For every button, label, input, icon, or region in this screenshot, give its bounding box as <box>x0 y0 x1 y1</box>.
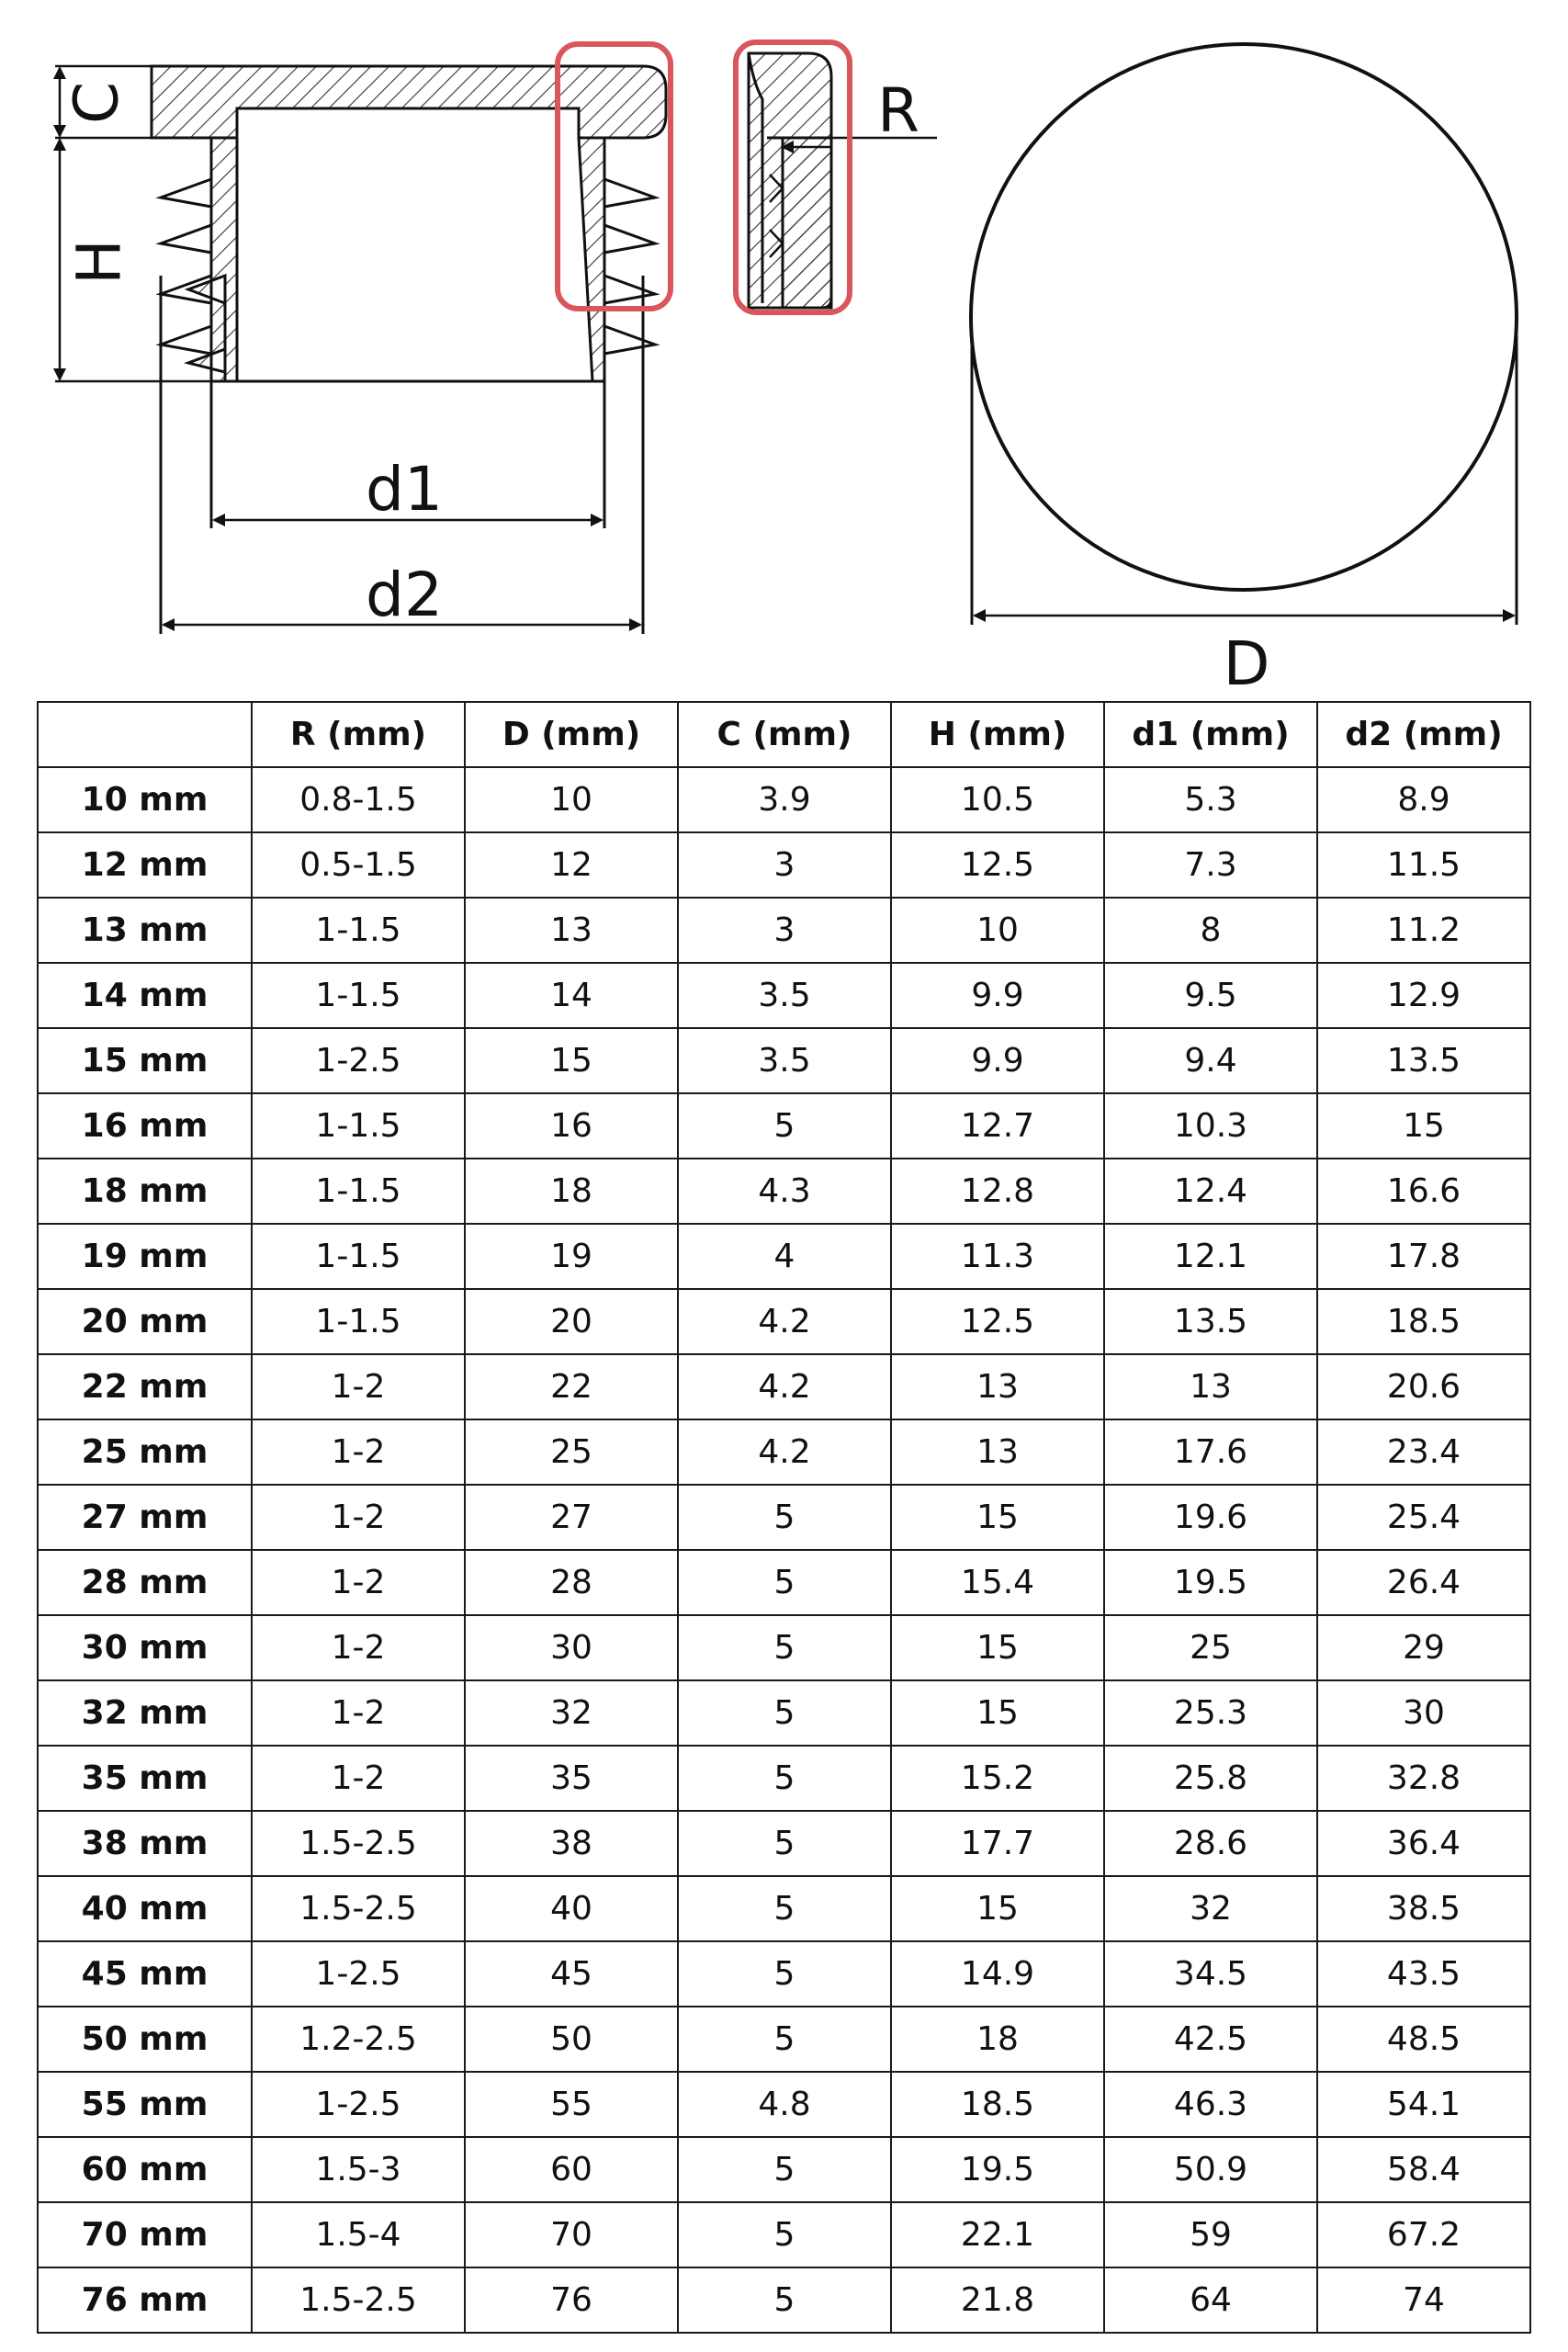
value-cell: 8.9 <box>1317 767 1530 832</box>
label-d: D <box>1223 628 1270 698</box>
table-row <box>38 1485 1530 1550</box>
table-row <box>38 2072 1530 2137</box>
value-cell: 1.2-2.5 <box>252 2007 465 2072</box>
value-cell: 4 <box>678 1224 891 1289</box>
value-cell: 26.4 <box>1317 1550 1530 1615</box>
value-cell: 5 <box>678 1485 891 1550</box>
value-cell: 20.6 <box>1317 1354 1530 1419</box>
value-cell: 12 <box>465 832 678 898</box>
value-cell: 48.5 <box>1317 2007 1530 2072</box>
value-cell: 13 <box>891 1354 1104 1419</box>
size-cell: 70 mm <box>38 2202 252 2267</box>
size-cell: 20 mm <box>38 1289 252 1354</box>
value-cell: 11.5 <box>1317 832 1530 898</box>
left-wall <box>188 138 237 381</box>
value-cell: 5.3 <box>1104 767 1317 832</box>
value-cell: 50 <box>465 2007 678 2072</box>
right-fins <box>604 179 655 354</box>
size-cell: 28 mm <box>38 1550 252 1615</box>
label-r: R <box>877 75 919 146</box>
label-d2: d2 <box>366 560 443 630</box>
value-cell: 50.9 <box>1104 2137 1317 2202</box>
value-cell: 17.7 <box>891 1811 1104 1876</box>
value-cell: 16.6 <box>1317 1159 1530 1224</box>
value-cell: 25.8 <box>1104 1746 1317 1811</box>
value-cell: 60 <box>465 2137 678 2202</box>
value-cell: 11.2 <box>1317 898 1530 963</box>
value-cell: 32 <box>465 1680 678 1746</box>
value-cell: 19.5 <box>891 2137 1104 2202</box>
value-cell: 21.8 <box>891 2267 1104 2333</box>
value-cell: 1-2.5 <box>252 2072 465 2137</box>
value-cell: 12.4 <box>1104 1159 1317 1224</box>
value-cell: 5 <box>678 1680 891 1746</box>
value-cell: 9.4 <box>1104 1028 1317 1093</box>
size-cell: 76 mm <box>38 2267 252 2333</box>
value-cell: 14.9 <box>891 1941 1104 2007</box>
value-cell: 15 <box>891 1680 1104 1746</box>
value-cell: 1.5-2.5 <box>252 1876 465 1941</box>
value-cell: 5 <box>678 2267 891 2333</box>
value-cell: 3.9 <box>678 767 891 832</box>
value-cell: 23.4 <box>1317 1419 1530 1485</box>
table-row <box>38 1289 1530 1354</box>
value-cell: 5 <box>678 1941 891 2007</box>
size-cell: 32 mm <box>38 1680 252 1746</box>
value-cell: 12.5 <box>891 1289 1104 1354</box>
table-row <box>38 1159 1530 1224</box>
value-cell: 4.2 <box>678 1419 891 1485</box>
value-cell: 0.8-1.5 <box>252 767 465 832</box>
table-row <box>38 1876 1530 1941</box>
value-cell: 13.5 <box>1317 1028 1530 1093</box>
value-cell: 58.4 <box>1317 2137 1530 2202</box>
value-cell: 15 <box>1317 1093 1530 1159</box>
table-header-row <box>38 702 1530 767</box>
value-cell: 10.3 <box>1104 1093 1317 1159</box>
table-row <box>38 1354 1530 1419</box>
table-row <box>38 2007 1530 2072</box>
value-cell: 5 <box>678 2007 891 2072</box>
value-cell: 7.3 <box>1104 832 1317 898</box>
value-cell: 13 <box>465 898 678 963</box>
header-d2: d2 (mm) <box>1317 702 1530 767</box>
value-cell: 1-2 <box>252 1615 465 1680</box>
value-cell: 12.1 <box>1104 1224 1317 1289</box>
value-cell: 10.5 <box>891 767 1104 832</box>
technical-drawing <box>0 0 1568 698</box>
table-row <box>38 1224 1530 1289</box>
table-row <box>38 1941 1530 2007</box>
header-d1: d1 (mm) <box>1104 702 1317 767</box>
header-d: D (mm) <box>465 702 678 767</box>
value-cell: 1-2.5 <box>252 1028 465 1093</box>
value-cell: 19 <box>465 1224 678 1289</box>
table-row <box>38 767 1530 832</box>
value-cell: 17.6 <box>1104 1419 1317 1485</box>
size-cell: 14 mm <box>38 963 252 1028</box>
value-cell: 4.2 <box>678 1289 891 1354</box>
value-cell: 38 <box>465 1811 678 1876</box>
table-row <box>38 1093 1530 1159</box>
value-cell: 36.4 <box>1317 1811 1530 1876</box>
size-cell: 45 mm <box>38 1941 252 2007</box>
value-cell: 1.5-3 <box>252 2137 465 2202</box>
value-cell: 25.3 <box>1104 1680 1317 1746</box>
size-cell: 27 mm <box>38 1485 252 1550</box>
value-cell: 18 <box>891 2007 1104 2072</box>
value-cell: 12.5 <box>891 832 1104 898</box>
value-cell: 22 <box>465 1354 678 1419</box>
value-cell: 3 <box>678 898 891 963</box>
value-cell: 1-1.5 <box>252 898 465 963</box>
size-cell: 50 mm <box>38 2007 252 2072</box>
value-cell: 5 <box>678 1746 891 1811</box>
size-cell: 18 mm <box>38 1159 252 1224</box>
value-cell: 35 <box>465 1746 678 1811</box>
value-cell: 1-2 <box>252 1550 465 1615</box>
left-fins <box>161 179 211 354</box>
size-cell: 19 mm <box>38 1224 252 1289</box>
size-cell: 40 mm <box>38 1876 252 1941</box>
value-cell: 27 <box>465 1485 678 1550</box>
value-cell: 14 <box>465 963 678 1028</box>
cross-section-view <box>55 44 671 634</box>
value-cell: 28 <box>465 1550 678 1615</box>
top-view <box>971 44 1517 698</box>
value-cell: 46.3 <box>1104 2072 1317 2137</box>
value-cell: 30 <box>1317 1680 1530 1746</box>
value-cell: 1-2 <box>252 1680 465 1746</box>
value-cell: 29 <box>1317 1615 1530 1680</box>
table-row <box>38 1550 1530 1615</box>
cap-top <box>152 66 666 138</box>
value-cell: 25 <box>1104 1615 1317 1680</box>
value-cell: 18.5 <box>891 2072 1104 2137</box>
value-cell: 5 <box>678 1876 891 1941</box>
size-cell: 12 mm <box>38 832 252 898</box>
value-cell: 1-2 <box>252 1354 465 1419</box>
value-cell: 32 <box>1104 1876 1317 1941</box>
value-cell: 25 <box>465 1419 678 1485</box>
value-cell: 18.5 <box>1317 1289 1530 1354</box>
value-cell: 1-2.5 <box>252 1941 465 2007</box>
value-cell: 4.2 <box>678 1354 891 1419</box>
value-cell: 4.3 <box>678 1159 891 1224</box>
value-cell: 3.5 <box>678 1028 891 1093</box>
value-cell: 76 <box>465 2267 678 2333</box>
value-cell: 15 <box>891 1615 1104 1680</box>
value-cell: 1-1.5 <box>252 1159 465 1224</box>
value-cell: 11.3 <box>891 1224 1104 1289</box>
value-cell: 1-2 <box>252 1746 465 1811</box>
table-row <box>38 2137 1530 2202</box>
size-cell: 13 mm <box>38 898 252 963</box>
value-cell: 74 <box>1317 2267 1530 2333</box>
value-cell: 1.5-2.5 <box>252 1811 465 1876</box>
value-cell: 55 <box>465 2072 678 2137</box>
detail-view <box>736 42 937 312</box>
dimensions-table <box>37 701 1531 2334</box>
value-cell: 15 <box>891 1485 1104 1550</box>
value-cell: 18 <box>465 1159 678 1224</box>
header-corner <box>38 702 252 767</box>
value-cell: 28.6 <box>1104 1811 1317 1876</box>
top-view-circle <box>971 44 1517 590</box>
value-cell: 5 <box>678 1550 891 1615</box>
size-cell: 38 mm <box>38 1811 252 1876</box>
table-row <box>38 1811 1530 1876</box>
value-cell: 8 <box>1104 898 1317 963</box>
value-cell: 12.7 <box>891 1093 1104 1159</box>
size-cell: 15 mm <box>38 1028 252 1093</box>
value-cell: 12.9 <box>1317 963 1530 1028</box>
size-cell: 16 mm <box>38 1093 252 1159</box>
value-cell: 13.5 <box>1104 1289 1317 1354</box>
value-cell: 1-2 <box>252 1419 465 1485</box>
value-cell: 5 <box>678 2137 891 2202</box>
value-cell: 15 <box>891 1876 1104 1941</box>
value-cell: 42.5 <box>1104 2007 1317 2072</box>
header-r: R (mm) <box>252 702 465 767</box>
value-cell: 45 <box>465 1941 678 2007</box>
value-cell: 1-1.5 <box>252 1093 465 1159</box>
value-cell: 9.9 <box>891 963 1104 1028</box>
table-row <box>38 1615 1530 1680</box>
size-cell: 55 mm <box>38 2072 252 2137</box>
table-row <box>38 1680 1530 1746</box>
value-cell: 1-1.5 <box>252 1289 465 1354</box>
size-cell: 22 mm <box>38 1354 252 1419</box>
label-c: C <box>61 81 132 125</box>
value-cell: 13 <box>891 1419 1104 1485</box>
table-body <box>38 767 1530 2333</box>
value-cell: 64 <box>1104 2267 1317 2333</box>
value-cell: 1-1.5 <box>252 963 465 1028</box>
value-cell: 34.5 <box>1104 1941 1317 2007</box>
table-row <box>38 1419 1530 1485</box>
value-cell: 1.5-4 <box>252 2202 465 2267</box>
value-cell: 40 <box>465 1876 678 1941</box>
table-row <box>38 898 1530 963</box>
header-h: H (mm) <box>891 702 1104 767</box>
value-cell: 38.5 <box>1317 1876 1530 1941</box>
value-cell: 20 <box>465 1289 678 1354</box>
value-cell: 17.8 <box>1317 1224 1530 1289</box>
label-h: H <box>63 239 135 285</box>
table-row <box>38 963 1530 1028</box>
value-cell: 1-1.5 <box>252 1224 465 1289</box>
value-cell: 19.6 <box>1104 1485 1317 1550</box>
value-cell: 10 <box>891 898 1104 963</box>
value-cell: 43.5 <box>1317 1941 1530 2007</box>
value-cell: 5 <box>678 1615 891 1680</box>
value-cell: 5 <box>678 2202 891 2267</box>
value-cell: 9.9 <box>891 1028 1104 1093</box>
value-cell: 16 <box>465 1093 678 1159</box>
value-cell: 10 <box>465 767 678 832</box>
value-cell: 3 <box>678 832 891 898</box>
value-cell: 54.1 <box>1317 2072 1530 2137</box>
size-cell: 25 mm <box>38 1419 252 1485</box>
value-cell: 3.5 <box>678 963 891 1028</box>
value-cell: 59 <box>1104 2202 1317 2267</box>
value-cell: 32.8 <box>1317 1746 1530 1811</box>
label-d1: d1 <box>366 454 443 525</box>
table-row <box>38 1746 1530 1811</box>
value-cell: 22.1 <box>891 2202 1104 2267</box>
value-cell: 1-2 <box>252 1485 465 1550</box>
value-cell: 5 <box>678 1093 891 1159</box>
right-wall <box>579 138 604 381</box>
size-cell: 35 mm <box>38 1746 252 1811</box>
value-cell: 15 <box>465 1028 678 1093</box>
value-cell: 13 <box>1104 1354 1317 1419</box>
size-cell: 60 mm <box>38 2137 252 2202</box>
value-cell: 70 <box>465 2202 678 2267</box>
value-cell: 15.4 <box>891 1550 1104 1615</box>
size-cell: 10 mm <box>38 767 252 832</box>
table-row <box>38 832 1530 898</box>
table-row <box>38 2267 1530 2333</box>
value-cell: 25.4 <box>1317 1485 1530 1550</box>
value-cell: 12.8 <box>891 1159 1104 1224</box>
value-cell: 30 <box>465 1615 678 1680</box>
value-cell: 15.2 <box>891 1746 1104 1811</box>
value-cell: 0.5-1.5 <box>252 832 465 898</box>
value-cell: 67.2 <box>1317 2202 1530 2267</box>
header-c: C (mm) <box>678 702 891 767</box>
value-cell: 1.5-2.5 <box>252 2267 465 2333</box>
value-cell: 19.5 <box>1104 1550 1317 1615</box>
size-cell: 30 mm <box>38 1615 252 1680</box>
value-cell: 9.5 <box>1104 963 1317 1028</box>
value-cell: 5 <box>678 1811 891 1876</box>
value-cell: 4.8 <box>678 2072 891 2137</box>
table-row <box>38 1028 1530 1093</box>
table-row <box>38 2202 1530 2267</box>
